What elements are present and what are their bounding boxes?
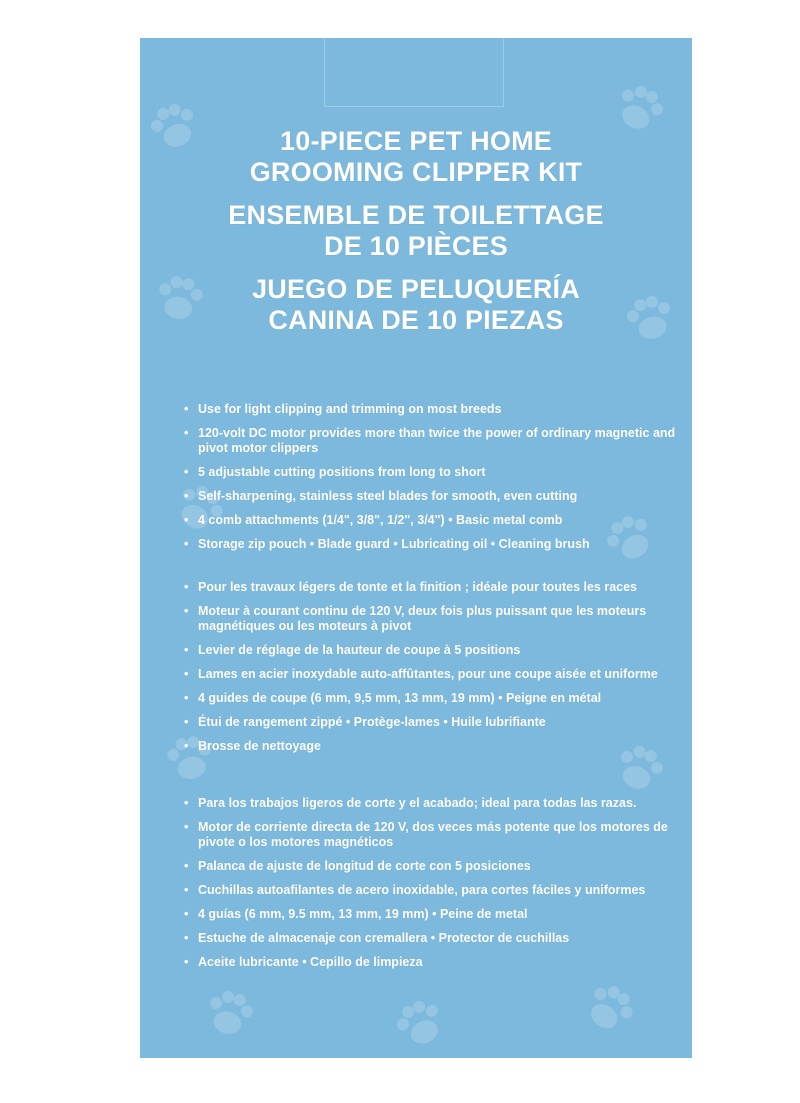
fold-mark <box>324 38 504 107</box>
list-item: • Estuche de almacenaje con cremallera • Protector de cuchillas <box>184 931 684 946</box>
paw-print-icon <box>193 976 266 1049</box>
list-item: • 4 guides de coupe (6 mm, 9,5 mm, 13 mm, 19 mm) • Peigne en métal <box>184 691 684 706</box>
title-french: ENSEMBLE DE TOILETTAGE DE 10 PIÈCES <box>228 200 604 261</box>
list-item: • 4 guías (6 mm, 9.5 mm, 13 mm, 19 mm) • Peine de metal <box>184 907 684 922</box>
list-item: • Para los trabajos ligeros de corte y el acabado; ideal para todas las razas. <box>184 796 684 811</box>
list-item: • Étui de rangement zippé • Protège-lames • Huile lubrifiante <box>184 715 684 730</box>
list-item: • Aceite lubricante • Cepillo de limpieza <box>184 955 684 970</box>
title-english: 10-PIECE PET HOME GROOMING CLIPPER KIT <box>249 126 583 187</box>
paw-print-icon <box>380 983 460 1058</box>
list-item: • Palanca de ajuste de longitud de corte con 5 posiciones <box>184 859 684 874</box>
list-item: • Brosse de nettoyage <box>184 739 684 754</box>
package-panel <box>140 38 692 1058</box>
list-item: • Levier de réglage de la hauteur de coupe à 5 positions <box>184 643 684 658</box>
feature-list-french <box>184 580 684 763</box>
list-item: • 120-volt DC motor provides more than twice the power of ordinary magnetic and pivot motor clippers <box>184 426 684 456</box>
list-item: • 5 adjustable cutting positions from long to short <box>184 465 684 480</box>
list-item: • Pour les travaux légers de tonte et la finition ; idéale pour toutes les races <box>184 580 684 595</box>
list-item: • Motor de corriente directa de 120 V, dos veces más potente que los motores de pivote o los motores magnéticos <box>184 820 684 850</box>
list-item: • Self-sharpening, stainless steel blades for smooth, even cutting <box>184 489 684 504</box>
feature-list-spanish <box>184 796 684 979</box>
list-item: • Moteur à courant continu de 120 V, deux fois plus puissant que les moteurs magnétiques ou les moteurs à pivot <box>184 604 684 634</box>
list-item: • Lames en acier inoxydable auto-affûtantes, pour une coupe aisée et uniforme <box>184 667 684 682</box>
feature-list-english <box>184 402 684 561</box>
list-item: • Storage zip pouch • Blade guard • Lubricating oil • Cleaning brush <box>184 537 684 552</box>
list-item: • Cuchillas autoafilantes de acero inoxidable, para cortes fáciles y uniformes <box>184 883 684 898</box>
title-block <box>140 126 692 348</box>
list-item: • Use for light clipping and trimming on most breeds <box>184 402 684 417</box>
title-spanish: JUEGO DE PELUQUERÍA CANINA DE 10 PIEZAS <box>252 274 580 335</box>
list-item: • 4 comb attachments (1/4", 3/8", 1/2", 3/4") • Basic metal comb <box>184 513 684 528</box>
